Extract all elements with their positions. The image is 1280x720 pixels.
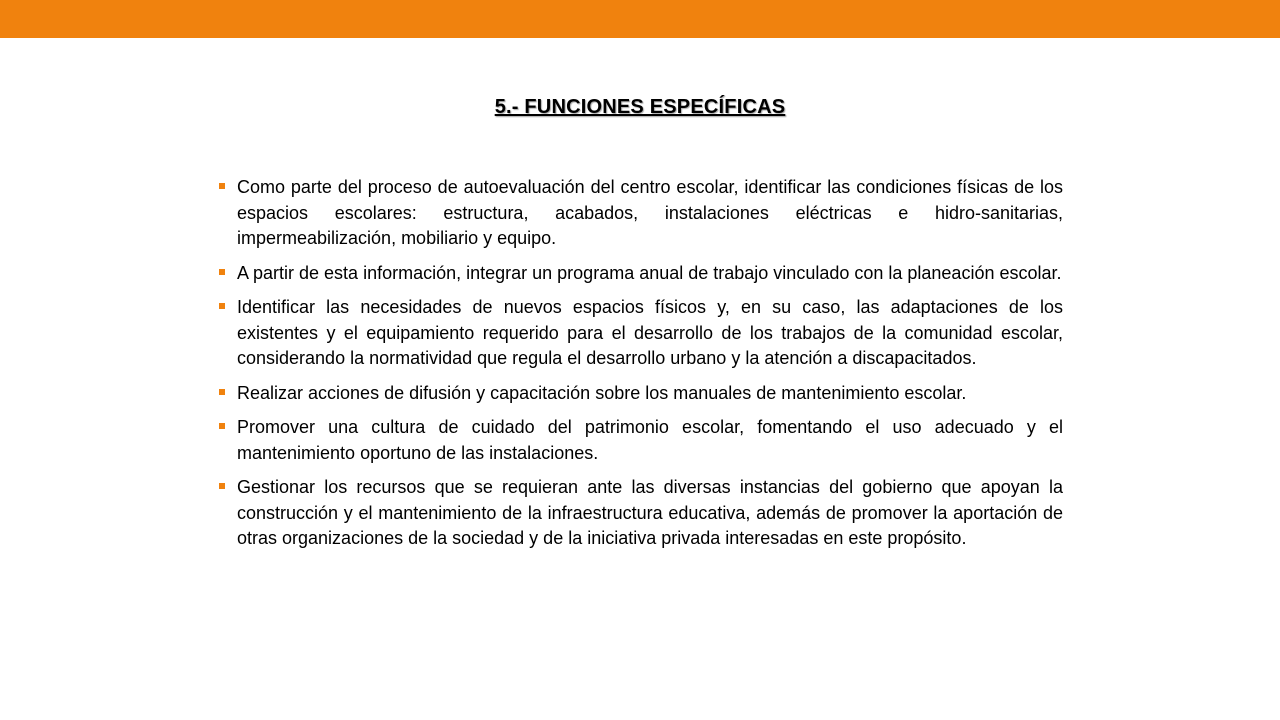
functions-list	[218, 175, 1063, 561]
list-item-text: Como parte del proceso de autoevaluación del centro escolar, identificar las condiciones físicas de los espacios escolares: estructura, acabados, instalaciones eléctricas e hidro-sanitarias, impermeabilización, mobiliario y equipo.	[237, 177, 1063, 248]
list-item	[218, 381, 1063, 407]
list-item	[218, 175, 1063, 252]
list-item-text: Promover una cultura de cuidado del patrimonio escolar, fomentando el uso adecuado y el mantenimiento oportuno de las instalaciones.	[237, 417, 1063, 463]
page-title: 5.- FUNCIONES ESPECÍFICAS	[494, 96, 786, 118]
top-accent-bar	[0, 0, 1280, 38]
list-item-text: Realizar acciones de difusión y capacitación sobre los manuales de mantenimiento escolar.	[237, 382, 967, 403]
square-bullet-icon	[219, 389, 225, 395]
square-bullet-icon	[219, 423, 225, 429]
list-item	[218, 475, 1063, 552]
list-item	[218, 415, 1063, 466]
square-bullet-icon	[219, 303, 225, 309]
list-item-text: Gestionar los recursos que se requieran ante las diversas instancias del gobierno que apoyan la construcción y el mantenimiento de la infraestructura educativa, además de promover la aportación de otras organizaciones de la sociedad y de la iniciativa privada interesadas en este propósito.	[237, 477, 1063, 548]
list-item	[218, 295, 1063, 372]
square-bullet-icon	[219, 269, 225, 275]
list-item	[218, 261, 1063, 287]
list-item-text: A partir de esta información, integrar un programa anual de trabajo vinculado con la planeación escolar.	[237, 262, 1062, 283]
square-bullet-icon	[219, 483, 225, 489]
list-item-text: Identificar las necesidades de nuevos espacios físicos y, en su caso, las adaptaciones de los existentes y el equipamiento requerido para el desarrollo de los trabajos de la comunidad escolar, considerando la normatividad que regula el desarrollo urbano y la atención a discapacitados.	[237, 297, 1063, 368]
square-bullet-icon	[219, 183, 225, 189]
